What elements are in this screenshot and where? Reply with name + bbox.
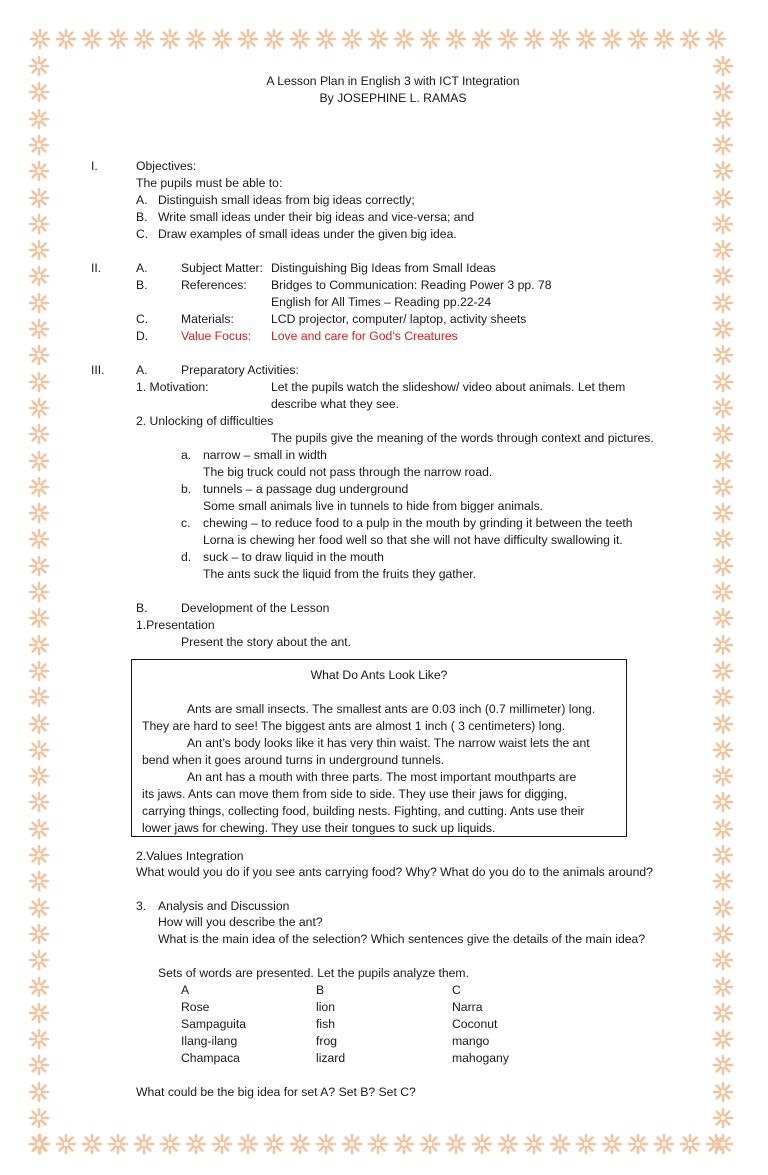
asterisk-star-icon (712, 581, 734, 603)
value-focus-text: Love and care for God’s Creatures (271, 329, 458, 343)
asterisk-star-icon (28, 1028, 50, 1050)
asterisk-star-icon (712, 607, 734, 629)
asterisk-star-icon (107, 1133, 129, 1155)
asterisk-star-icon (28, 1081, 50, 1103)
asterisk-star-icon (712, 634, 734, 656)
asterisk-star-icon (712, 160, 734, 182)
table-cell: Rose (181, 1000, 210, 1014)
asterisk-star-icon (28, 791, 50, 813)
asterisk-star-icon (712, 292, 734, 314)
asterisk-star-icon (712, 134, 734, 156)
asterisk-star-icon (55, 1133, 77, 1155)
value-focus-key: Value Focus: (181, 329, 252, 343)
list-label: A. (136, 193, 148, 207)
asterisk-star-icon (712, 923, 734, 945)
asterisk-star-icon (445, 28, 467, 50)
section-number: II. (91, 261, 102, 275)
asterisk-star-icon (712, 213, 734, 235)
sets-intro: Sets of words are presented. Let the pupils analyze them. (158, 966, 469, 980)
asterisk-star-icon (28, 265, 50, 287)
story-line: An ant’s body looks like it has very thin waist. The narrow waist lets the ant (187, 736, 590, 750)
table-cell: lizard (316, 1051, 346, 1065)
asterisk-star-icon (712, 976, 734, 998)
asterisk-star-icon (679, 28, 701, 50)
table-cell: Ilang-ilang (181, 1034, 238, 1048)
subsection-heading: Preparatory Activities: (181, 363, 299, 377)
asterisk-star-icon (28, 476, 50, 498)
story-line: bend when it goes around turns in underground tunnels. (142, 753, 445, 767)
vocab-example: Some small animals live in tunnels to hide from bigger animals. (203, 499, 544, 513)
decorative-border-top (0, 28, 768, 58)
asterisk-star-icon (28, 739, 50, 761)
asterisk-star-icon (627, 28, 649, 50)
asterisk-star-icon (28, 134, 50, 156)
asterisk-star-icon (497, 1133, 519, 1155)
asterisk-star-icon (712, 450, 734, 472)
decorative-border-right (712, 0, 742, 1175)
list-label: B. (136, 278, 148, 292)
asterisk-star-icon (712, 318, 734, 340)
asterisk-star-icon (28, 502, 50, 524)
vocab-definition: narrow – small in width (203, 448, 327, 462)
asterisk-star-icon (712, 528, 734, 550)
asterisk-star-icon (28, 1133, 50, 1155)
list-label: c. (181, 516, 191, 530)
asterisk-star-icon (28, 607, 50, 629)
table-cell: fish (316, 1017, 335, 1031)
asterisk-star-icon (712, 660, 734, 682)
asterisk-star-icon (712, 1002, 734, 1024)
vocab-definition: tunnels – a passage dug underground (203, 482, 409, 496)
asterisk-star-icon (159, 1133, 181, 1155)
story-line: An ant has a mouth with three parts. The most important mouthparts are (187, 770, 577, 784)
asterisk-star-icon (133, 28, 155, 50)
closing-question: What could be the big idea for set A? Set B? Set C? (136, 1085, 416, 1099)
table-cell: lion (316, 1000, 335, 1014)
asterisk-star-icon (28, 344, 50, 366)
asterisk-star-icon (28, 686, 50, 708)
asterisk-star-icon (159, 28, 181, 50)
asterisk-star-icon (712, 870, 734, 892)
objective-item: Write small ideas under their big ideas and vice-versa; and (158, 210, 475, 224)
asterisk-star-icon (712, 108, 734, 130)
asterisk-star-icon (712, 897, 734, 919)
asterisk-star-icon (712, 844, 734, 866)
asterisk-star-icon (712, 265, 734, 287)
asterisk-star-icon (28, 187, 50, 209)
list-label: A. (136, 363, 148, 377)
asterisk-star-icon (653, 1133, 675, 1155)
asterisk-star-icon (28, 976, 50, 998)
vocab-example: The big truck could not pass through the narrow road. (203, 465, 493, 479)
asterisk-star-icon (627, 1133, 649, 1155)
story-line: Ants are small insects. The smallest ants are 0.03 inch (0.7 millimeter) long. (187, 702, 596, 716)
asterisk-star-icon (315, 1133, 337, 1155)
asterisk-star-icon (497, 28, 519, 50)
asterisk-star-icon (28, 1107, 50, 1129)
vocab-example: Lorna is chewing her food well so that she will not have difficulty swallowing it. (203, 533, 623, 547)
asterisk-star-icon (712, 239, 734, 261)
asterisk-star-icon (471, 28, 493, 50)
asterisk-star-icon (263, 28, 285, 50)
asterisk-star-icon (712, 1081, 734, 1103)
story-line: its jaws. Ants can move them from side to side. They use their jaws for digging, (142, 787, 568, 801)
asterisk-star-icon (445, 1133, 467, 1155)
asterisk-star-icon (28, 713, 50, 735)
document-author: By JOSEPHINE L. RAMAS (319, 91, 467, 105)
asterisk-star-icon (55, 28, 77, 50)
subsection-heading: Development of the Lesson (181, 601, 330, 615)
list-label: 3. (136, 899, 147, 913)
list-label: B. (136, 601, 148, 615)
asterisk-star-icon (712, 739, 734, 761)
table-header: B (316, 983, 325, 997)
asterisk-star-icon (712, 765, 734, 787)
asterisk-star-icon (28, 634, 50, 656)
unlocking-label: 2. Unlocking of difficulties (136, 414, 274, 428)
asterisk-star-icon (28, 292, 50, 314)
field-key: Materials: (181, 312, 234, 326)
asterisk-star-icon (81, 1133, 103, 1155)
field-value: English for All Times – Reading pp.22-24 (271, 295, 492, 309)
table-cell: mahogany (452, 1051, 509, 1065)
asterisk-star-icon (28, 450, 50, 472)
table-header: C (452, 983, 461, 997)
field-value: LCD projector, computer/ laptop, activity sheets (271, 312, 527, 326)
values-question: What would you do if you see ants carrying food? Why? What do you do to the animals around? (136, 865, 653, 879)
asterisk-star-icon (28, 923, 50, 945)
list-label: D. (136, 329, 149, 343)
asterisk-star-icon (712, 1028, 734, 1050)
field-value: Bridges to Communication: Reading Power 3 pp. 78 (271, 278, 552, 292)
analysis-question: What is the main idea of the selection? Which sentences give the details of the main idea? (158, 932, 646, 946)
list-label: d. (181, 550, 192, 564)
asterisk-star-icon (712, 791, 734, 813)
asterisk-star-icon (28, 897, 50, 919)
asterisk-star-icon (289, 1133, 311, 1155)
asterisk-star-icon (712, 1107, 734, 1129)
asterisk-star-icon (712, 371, 734, 393)
asterisk-star-icon (28, 844, 50, 866)
document-title: A Lesson Plan in English 3 with ICT Integration (266, 74, 520, 88)
asterisk-star-icon (712, 713, 734, 735)
asterisk-star-icon (28, 213, 50, 235)
vocab-definition: suck – to draw liquid in the mouth (203, 550, 384, 564)
story-title: What Do Ants Look Like? (310, 668, 448, 682)
table-cell: Coconut (452, 1017, 498, 1031)
asterisk-star-icon (712, 949, 734, 971)
subsection-heading: Analysis and Discussion (158, 899, 290, 913)
vocab-example: The ants suck the liquid from the fruits they gather. (203, 567, 477, 581)
asterisk-star-icon (712, 818, 734, 840)
unlocking-intro: The pupils give the meaning of the words through context and pictures. (271, 431, 654, 445)
motivation-text: Let the pupils watch the slideshow/ video about animals. Let them (271, 380, 626, 394)
asterisk-star-icon (575, 28, 597, 50)
asterisk-star-icon (289, 28, 311, 50)
asterisk-star-icon (575, 1133, 597, 1155)
asterisk-star-icon (28, 870, 50, 892)
asterisk-star-icon (185, 1133, 207, 1155)
field-key: Subject Matter: (181, 261, 263, 275)
decorative-border-left (28, 0, 58, 1175)
list-label: b. (181, 482, 192, 496)
asterisk-star-icon (28, 949, 50, 971)
asterisk-star-icon (28, 581, 50, 603)
asterisk-star-icon (263, 1133, 285, 1155)
section-heading: Objectives: (136, 159, 197, 173)
list-label: C. (136, 312, 149, 326)
motivation-label: 1. Motivation: (136, 380, 209, 394)
asterisk-star-icon (28, 555, 50, 577)
asterisk-star-icon (712, 1133, 734, 1155)
story-line: They are hard to see! The biggest ants are almost 1 inch ( 3 centimeters) long. (142, 719, 566, 733)
asterisk-star-icon (185, 28, 207, 50)
table-cell: frog (316, 1034, 338, 1048)
analysis-question: How will you describe the ant? (158, 915, 323, 929)
asterisk-star-icon (315, 28, 337, 50)
objective-item: Distinguish small ideas from big ideas correctly; (158, 193, 415, 207)
asterisk-star-icon (28, 160, 50, 182)
asterisk-star-icon (81, 28, 103, 50)
list-label: C. (136, 227, 149, 241)
asterisk-star-icon (341, 1133, 363, 1155)
asterisk-star-icon (601, 28, 623, 50)
section-number: I. (91, 159, 98, 173)
asterisk-star-icon (211, 1133, 233, 1155)
asterisk-star-icon (393, 1133, 415, 1155)
field-value: Distinguishing Big Ideas from Small Ideas (271, 261, 496, 275)
asterisk-star-icon (679, 1133, 701, 1155)
asterisk-star-icon (28, 397, 50, 419)
asterisk-star-icon (471, 1133, 493, 1155)
list-label: A. (136, 261, 148, 275)
asterisk-star-icon (549, 1133, 571, 1155)
asterisk-star-icon (28, 765, 50, 787)
list-label: B. (136, 210, 148, 224)
asterisk-star-icon (367, 1133, 389, 1155)
motivation-text: describe what they see. (271, 397, 400, 411)
values-label: 2.Values Integration (136, 849, 244, 863)
asterisk-star-icon (393, 28, 415, 50)
asterisk-star-icon (237, 1133, 259, 1155)
asterisk-star-icon (601, 1133, 623, 1155)
asterisk-star-icon (653, 28, 675, 50)
asterisk-star-icon (341, 28, 363, 50)
asterisk-star-icon (28, 108, 50, 130)
asterisk-star-icon (712, 686, 734, 708)
asterisk-star-icon (28, 423, 50, 445)
asterisk-star-icon (237, 28, 259, 50)
asterisk-star-icon (28, 1002, 50, 1024)
asterisk-star-icon (28, 660, 50, 682)
asterisk-star-icon (712, 397, 734, 419)
objectives-intro: The pupils must be able to: (136, 176, 283, 190)
asterisk-star-icon (419, 1133, 441, 1155)
decorative-border-bottom (0, 1133, 768, 1163)
table-cell: Sampaguita (181, 1017, 247, 1031)
asterisk-star-icon (712, 502, 734, 524)
asterisk-star-icon (712, 555, 734, 577)
presentation-label: 1.Presentation (136, 618, 215, 632)
table-cell: Narra (452, 1000, 483, 1014)
asterisk-star-icon (712, 187, 734, 209)
asterisk-star-icon (419, 28, 441, 50)
asterisk-star-icon (367, 28, 389, 50)
asterisk-star-icon (712, 1054, 734, 1076)
asterisk-star-icon (28, 1054, 50, 1076)
table-cell: mango (452, 1034, 490, 1048)
table-header: A (181, 983, 190, 997)
field-key: References: (181, 278, 247, 292)
section-number: III. (91, 363, 105, 377)
asterisk-star-icon (28, 528, 50, 550)
asterisk-star-icon (211, 28, 233, 50)
asterisk-star-icon (28, 318, 50, 340)
asterisk-star-icon (523, 1133, 545, 1155)
asterisk-star-icon (712, 423, 734, 445)
vocab-definition: chewing – to reduce food to a pulp in the mouth by grinding it between the teeth (203, 516, 633, 530)
list-label: a. (181, 448, 192, 462)
asterisk-star-icon (523, 28, 545, 50)
story-line: lower jaws for chewing. They use their tongues to suck up liquids. (142, 821, 496, 835)
asterisk-star-icon (107, 28, 129, 50)
asterisk-star-icon (549, 28, 571, 50)
asterisk-star-icon (28, 818, 50, 840)
asterisk-star-icon (28, 239, 50, 261)
asterisk-star-icon (712, 476, 734, 498)
presentation-text: Present the story about the ant. (181, 635, 352, 649)
asterisk-star-icon (133, 1133, 155, 1155)
asterisk-star-icon (712, 344, 734, 366)
story-line: carrying things, collecting food, building nests. Fighting, and cutting. Ants use their (142, 804, 585, 818)
table-cell: Champaca (181, 1051, 240, 1065)
asterisk-star-icon (28, 371, 50, 393)
objective-item: Draw examples of small ideas under the given big idea. (158, 227, 457, 241)
